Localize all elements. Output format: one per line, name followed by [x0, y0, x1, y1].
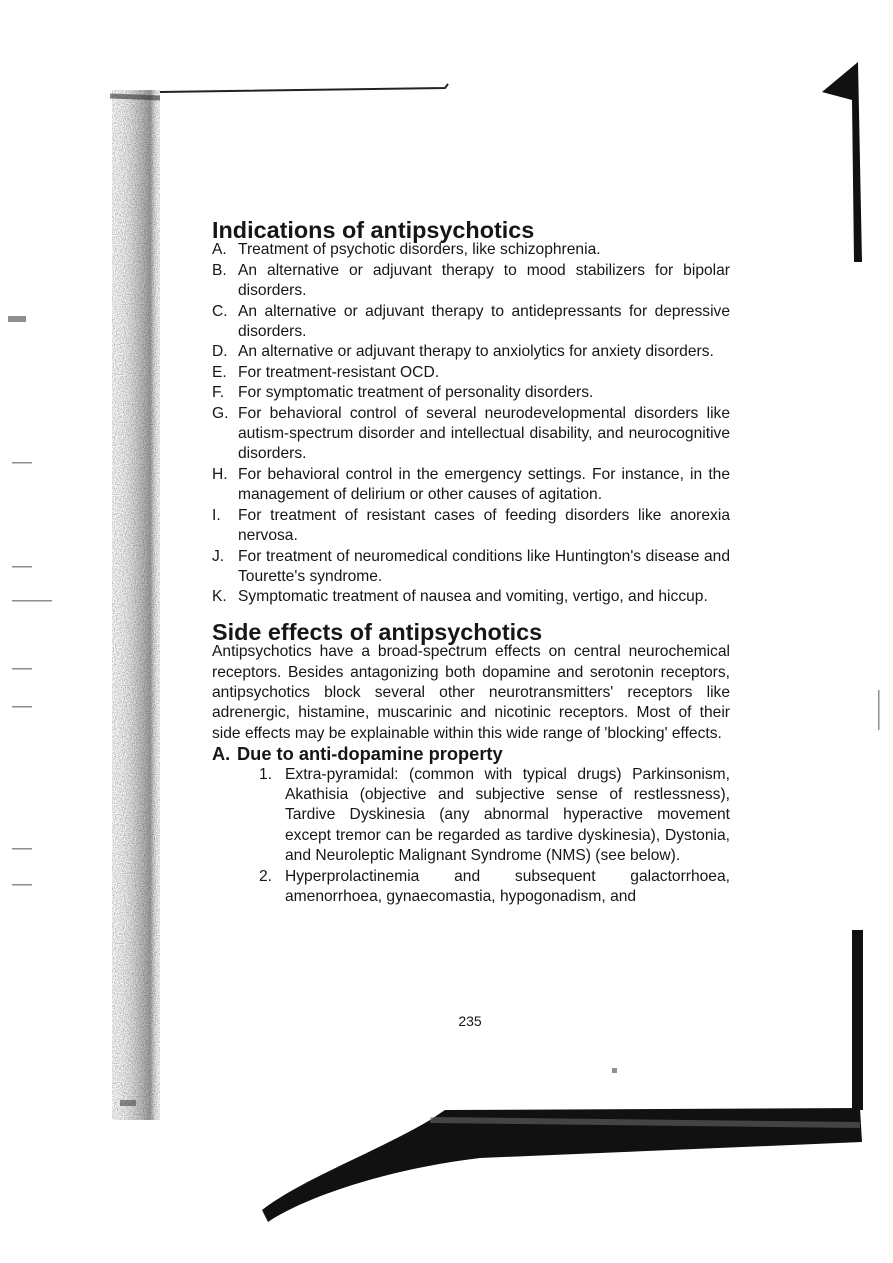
item-text: For behavioral control in the emergency settings. For instance, in the management of delirium or other causes of agitation. — [238, 465, 730, 504]
item-text: For treatment of neuromedical conditions like Huntington's disease and Tourette's syndrome. — [238, 547, 730, 585]
subsection-heading — [212, 744, 730, 764]
top-page-edge — [160, 84, 448, 92]
list-item — [212, 547, 730, 588]
item-text: For behavioral control of several neurodevelopmental disorders like autism-spectrum disorder and intellectual disability, and neurocognitive disorders. — [238, 404, 730, 463]
item-marker: F. — [212, 384, 225, 402]
item-text: Hyperprolactinemia and subsequent galactorrhoea, amenorrhoea, gynaecomastia, hypogonadism, and — [285, 867, 730, 905]
list-item — [212, 587, 730, 607]
subsection-title: Due to anti-dopamine property — [237, 743, 503, 765]
item-marker: E. — [212, 363, 227, 381]
item-text: Extra-pyramidal: (common with typical drugs) Parkinsonism, Akathisia (objective and subjective sense of restlessness), Tardive Dyskinesia (any abnormal hyperactive movement except tremor can be regarded as tardive dyskinesia), Dystonia, and Neuroleptic Malignant Syndrome (NMS) (see below). — [285, 765, 730, 865]
item-text: An alternative or adjuvant therapy to anxiolytics for anxiety disorders. — [238, 343, 714, 361]
item-marker: H. — [212, 465, 228, 483]
side-effects-intro: Antipsychotics have a broad-spectrum effects on central neurochemical receptors. Besides antagonizing both dopamine and serotonin receptors, antipsychotics block several other neurotransmitters' receptors like adrenergic, histamine, muscarinic and nicotinic receptors. Most of their side effects may be explainable within this wide range of 'blocking' effects. — [212, 643, 730, 742]
list-item — [212, 302, 730, 343]
item-marker: D. — [212, 343, 228, 361]
item-text: Treatment of psychotic disorders, like schizophrenia. — [238, 241, 601, 259]
item-text: For treatment of resistant cases of feeding disorders like anorexia nervosa. — [238, 506, 730, 545]
item-marker: B. — [212, 261, 227, 279]
list-item — [212, 404, 730, 465]
item-marker: 2. — [259, 867, 273, 885]
indications-heading: Indications of antipsychotics — [212, 217, 535, 243]
list-item — [212, 506, 730, 547]
item-text: For symptomatic treatment of personality disorders. — [238, 384, 594, 402]
item-text: An alternative or adjuvant therapy to mood stabilizers for bipolar disorders. — [238, 261, 730, 300]
item-marker: A. — [212, 241, 227, 259]
item-text: Symptomatic treatment of nausea and vomiting, vertigo, and hiccup. — [238, 588, 708, 606]
numbered-item — [259, 867, 730, 908]
numbered-item — [259, 765, 730, 867]
list-item — [212, 465, 730, 506]
item-marker: I. — [212, 506, 221, 524]
page-number: 235 — [458, 1013, 482, 1029]
side-effects-heading: Side effects of antipsychotics — [212, 618, 543, 645]
list-item — [212, 342, 730, 362]
list-item — [212, 383, 730, 403]
page-content — [212, 217, 730, 907]
item-marker: J. — [212, 547, 225, 565]
list-item — [212, 240, 730, 260]
list-item — [212, 261, 730, 302]
subsection-marker: A. — [212, 743, 231, 765]
list-item — [212, 363, 730, 383]
item-text: An alternative or adjuvant therapy to antidepressants for depressive disorders. — [238, 302, 730, 341]
item-marker: K. — [212, 588, 227, 606]
item-marker: 1. — [259, 765, 273, 783]
item-marker: C. — [212, 302, 228, 320]
item-marker: G. — [212, 404, 229, 422]
item-text: For treatment-resistant OCD. — [238, 363, 440, 381]
right-page-edge — [822, 62, 862, 262]
